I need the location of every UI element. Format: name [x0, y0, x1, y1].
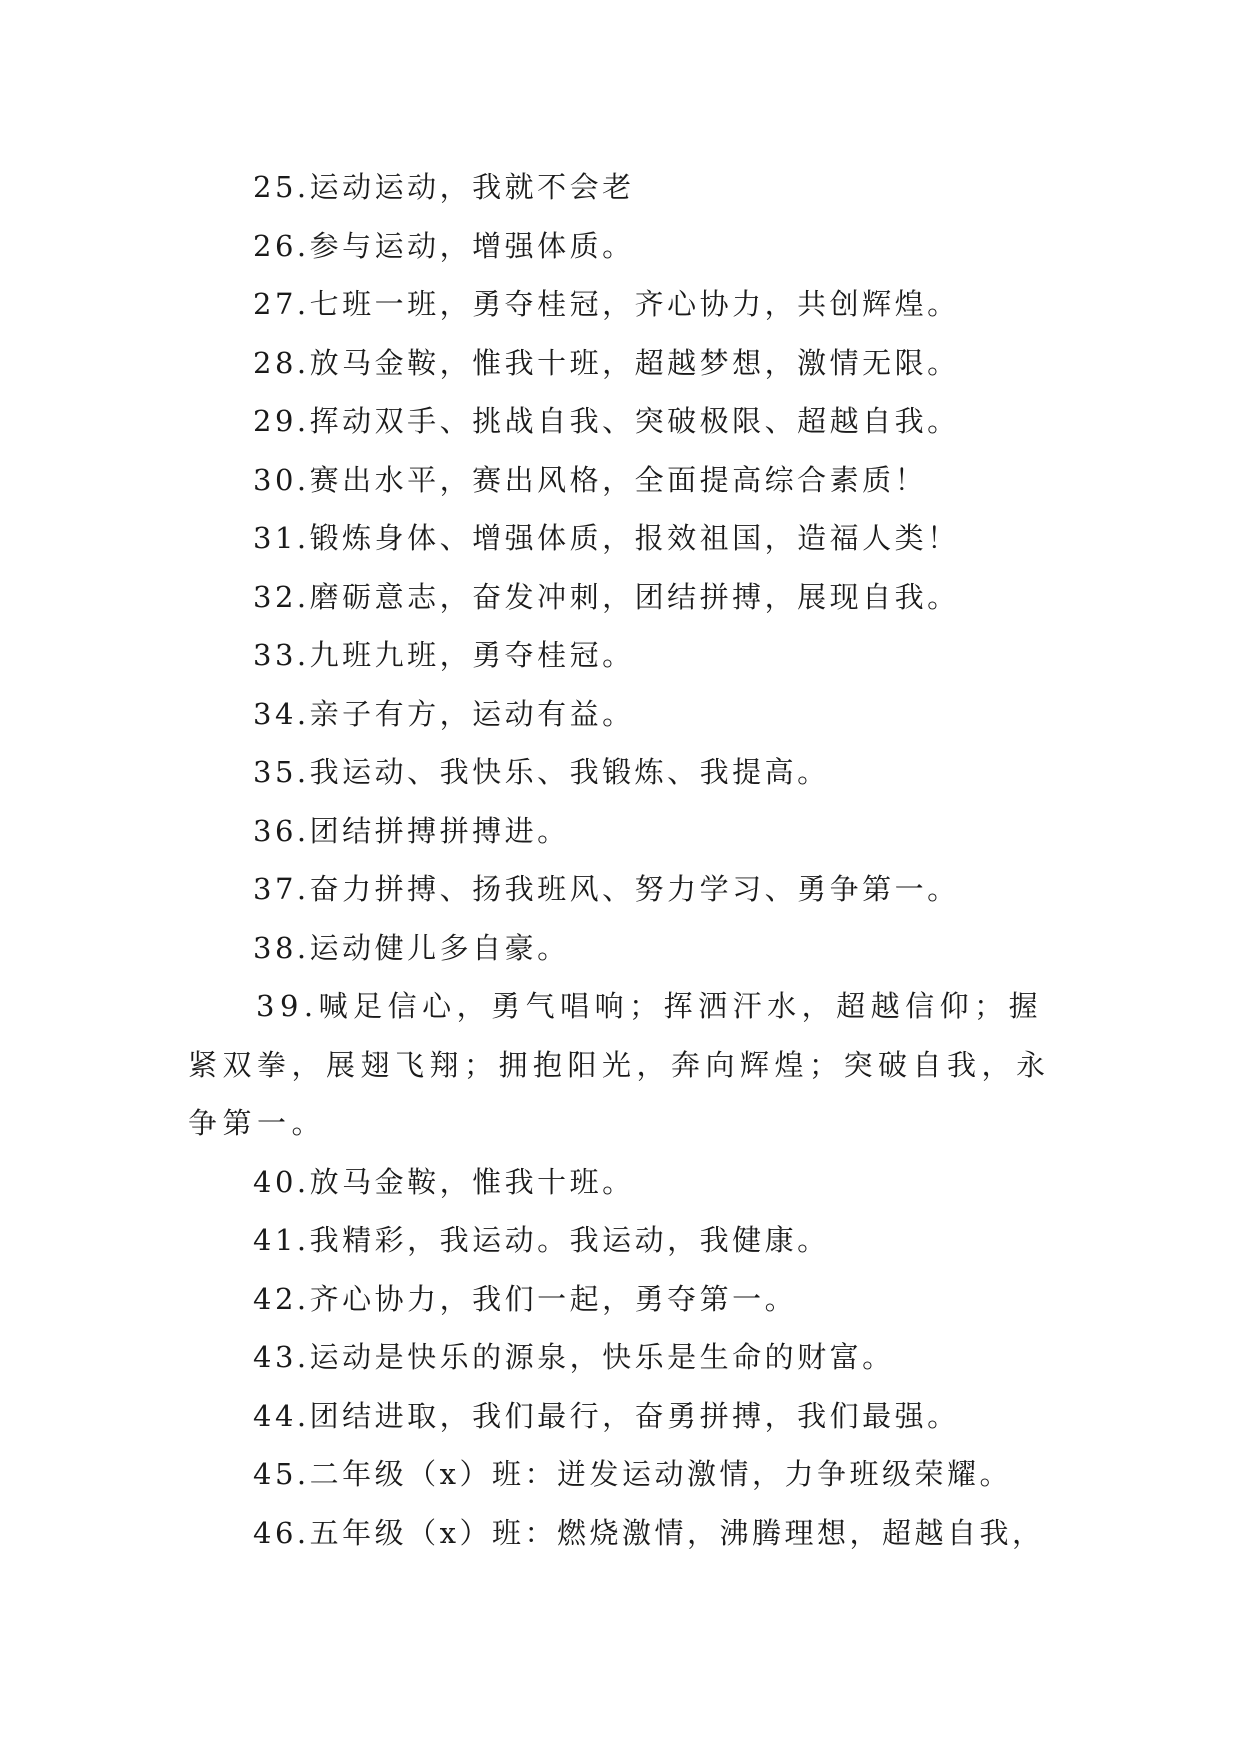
slogan-line-37: 37.奋力拼搏、扬我班风、努力学习、勇争第一。: [253, 872, 960, 906]
slogan-line-31: 31.锻炼身体、增强体质，报效祖国，造福人类！: [253, 521, 960, 555]
slogan-list: [188, 158, 1058, 1562]
slogan-line-41: 41.我精彩，我运动。我运动，我健康。: [253, 1223, 830, 1257]
slogan-line-32: 32.磨砺意志，奋发冲刺，团结拼搏，展现自我。: [253, 579, 960, 614]
slogan-line-30: 30.赛出水平，赛出风格，全面提高综合素质！: [253, 462, 928, 497]
slogan-line-42: 42.齐心协力，我们一起，勇夺第一。: [253, 1281, 798, 1316]
slogan-line-27: 27.七班一班，勇夺桂冠，齐心协力，共创辉煌。: [253, 287, 960, 321]
slogan-line-33: 33.九班九班，勇夺桂冠。: [253, 638, 635, 672]
slogan-line-39: 39.喊足信心，勇气唱响；挥洒汗水，超越信仰；握紧双拳，展翅飞翔；拥抱阳光，奔向辉煌；突破自我，永争第一。: [188, 989, 1051, 1140]
slogan-line-34: 34.亲子有方，运动有益。: [253, 696, 635, 731]
slogan-line-38: 38.运动健儿多自豪。: [253, 930, 570, 965]
slogan-line-40: 40.放马金鞍，惟我十班。: [253, 1164, 635, 1199]
slogan-line-25: 25.运动运动，我就不会老: [253, 170, 635, 204]
slogan-line-35: 35.我运动、我快乐、我锻炼、我提高。: [253, 755, 830, 789]
slogan-line-46: 46.五年级（x）班：燃烧激情，沸腾理想，超越自我，: [253, 1515, 1045, 1550]
slogan-line-26: 26.参与运动，增强体质。: [253, 228, 635, 263]
slogan-line-44: 44.团结进取，我们最行，奋勇拼搏，我们最强。: [253, 1398, 960, 1433]
slogan-line-29: 29.挥动双手、挑战自我、突破极限、超越自我。: [253, 404, 960, 438]
slogan-line-36: 36.团结拼搏拼搏进。: [253, 813, 570, 848]
slogan-line-43: 43.运动是快乐的源泉，快乐是生命的财富。: [253, 1340, 895, 1374]
slogan-line-45: 45.二年级（x）班：迸发运动激情，力争班级荣耀。: [253, 1457, 1012, 1491]
slogan-line-28: 28.放马金鞍，惟我十班，超越梦想，激情无限。: [253, 345, 960, 380]
